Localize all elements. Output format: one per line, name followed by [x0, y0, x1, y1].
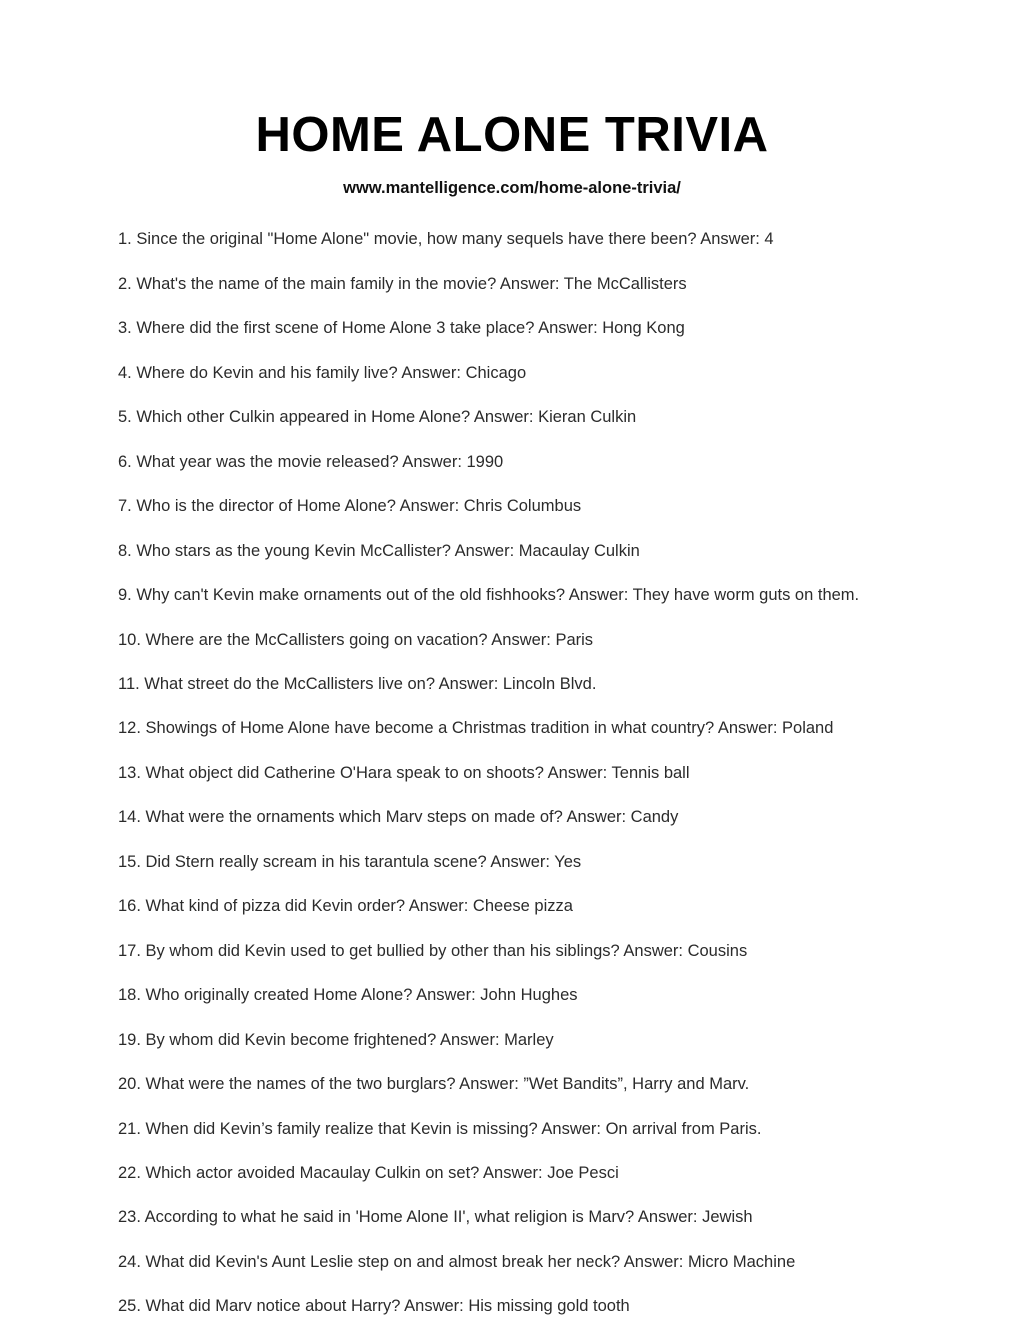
list-item: 18. Who originally created Home Alone? Answer: John Hughes — [118, 986, 578, 1005]
list-item: 10. Where are the McCallisters going on vacation? Answer: Paris — [118, 630, 594, 649]
page-title: HOME ALONE TRIVIA — [255, 108, 769, 162]
list-item: 19. By whom did Kevin become frightened? Answer: Marley — [118, 1030, 554, 1049]
list-item: 23. According to what he said in 'Home Alone II', what religion is Marv? Answer: Jewish — [118, 1208, 753, 1227]
list-item: 4. Where do Kevin and his family live? Answer: Chicago — [118, 363, 527, 382]
list-item: 14. What were the ornaments which Marv steps on made of? Answer: Candy — [118, 808, 679, 827]
list-item: 20. What were the names of the two burglars? Answer: ”Wet Bandits”, Harry and Marv. — [118, 1075, 750, 1094]
list-item: 6. What year was the movie released? Answer: 1990 — [118, 452, 504, 471]
list-item: 17. By whom did Kevin used to get bullied by other than his siblings? Answer: Cousins — [118, 941, 748, 960]
list-item: 3. Where did the first scene of Home Alone 3 take place? Answer: Hong Kong — [118, 319, 685, 338]
list-item: 7. Who is the director of Home Alone? Answer: Chris Columbus — [118, 497, 582, 516]
list-item: 2. What's the name of the main family in the movie? Answer: The McCallisters — [118, 274, 687, 293]
list-item: 15. Did Stern really scream in his tarantula scene? Answer: Yes — [118, 852, 582, 871]
list-item: 1. Since the original "Home Alone" movie, how many sequels have there been? Answer: 4 — [118, 230, 774, 249]
list-item: 24. What did Kevin's Aunt Leslie step on and almost break her neck? Answer: Micro Machine — [118, 1252, 796, 1271]
source-url: www.mantelligence.com/home-alone-trivia/ — [343, 179, 681, 198]
list-item: 22. Which actor avoided Macaulay Culkin on set? Answer: Joe Pesci — [118, 1163, 619, 1182]
list-item: 12. Showings of Home Alone have become a Christmas tradition in what country? Answer: Poland — [118, 719, 834, 738]
list-item: 9. Why can't Kevin make ornaments out of the old fishhooks? Answer: They have worm guts on them. — [118, 586, 860, 605]
list-item: 8. Who stars as the young Kevin McCallister? Answer: Macaulay Culkin — [118, 541, 640, 560]
list-item: 25. What did Marv notice about Harry? Answer: His missing gold tooth — [118, 1297, 630, 1316]
list-item: 21. When did Kevin’s family realize that Kevin is missing? Answer: On arrival from Paris. — [118, 1119, 762, 1138]
list-item: 13. What object did Catherine O'Hara speak to on shoots? Answer: Tennis ball — [118, 763, 690, 782]
list-item: 11. What street do the McCallisters live on? Answer: Lincoln Blvd. — [118, 674, 597, 693]
list-item: 5. Which other Culkin appeared in Home Alone? Answer: Kieran Culkin — [118, 408, 637, 427]
list-item: 16. What kind of pizza did Kevin order? Answer: Cheese pizza — [118, 897, 573, 916]
trivia-list — [100, 228, 924, 1317]
document-content — [100, 110, 924, 1325]
